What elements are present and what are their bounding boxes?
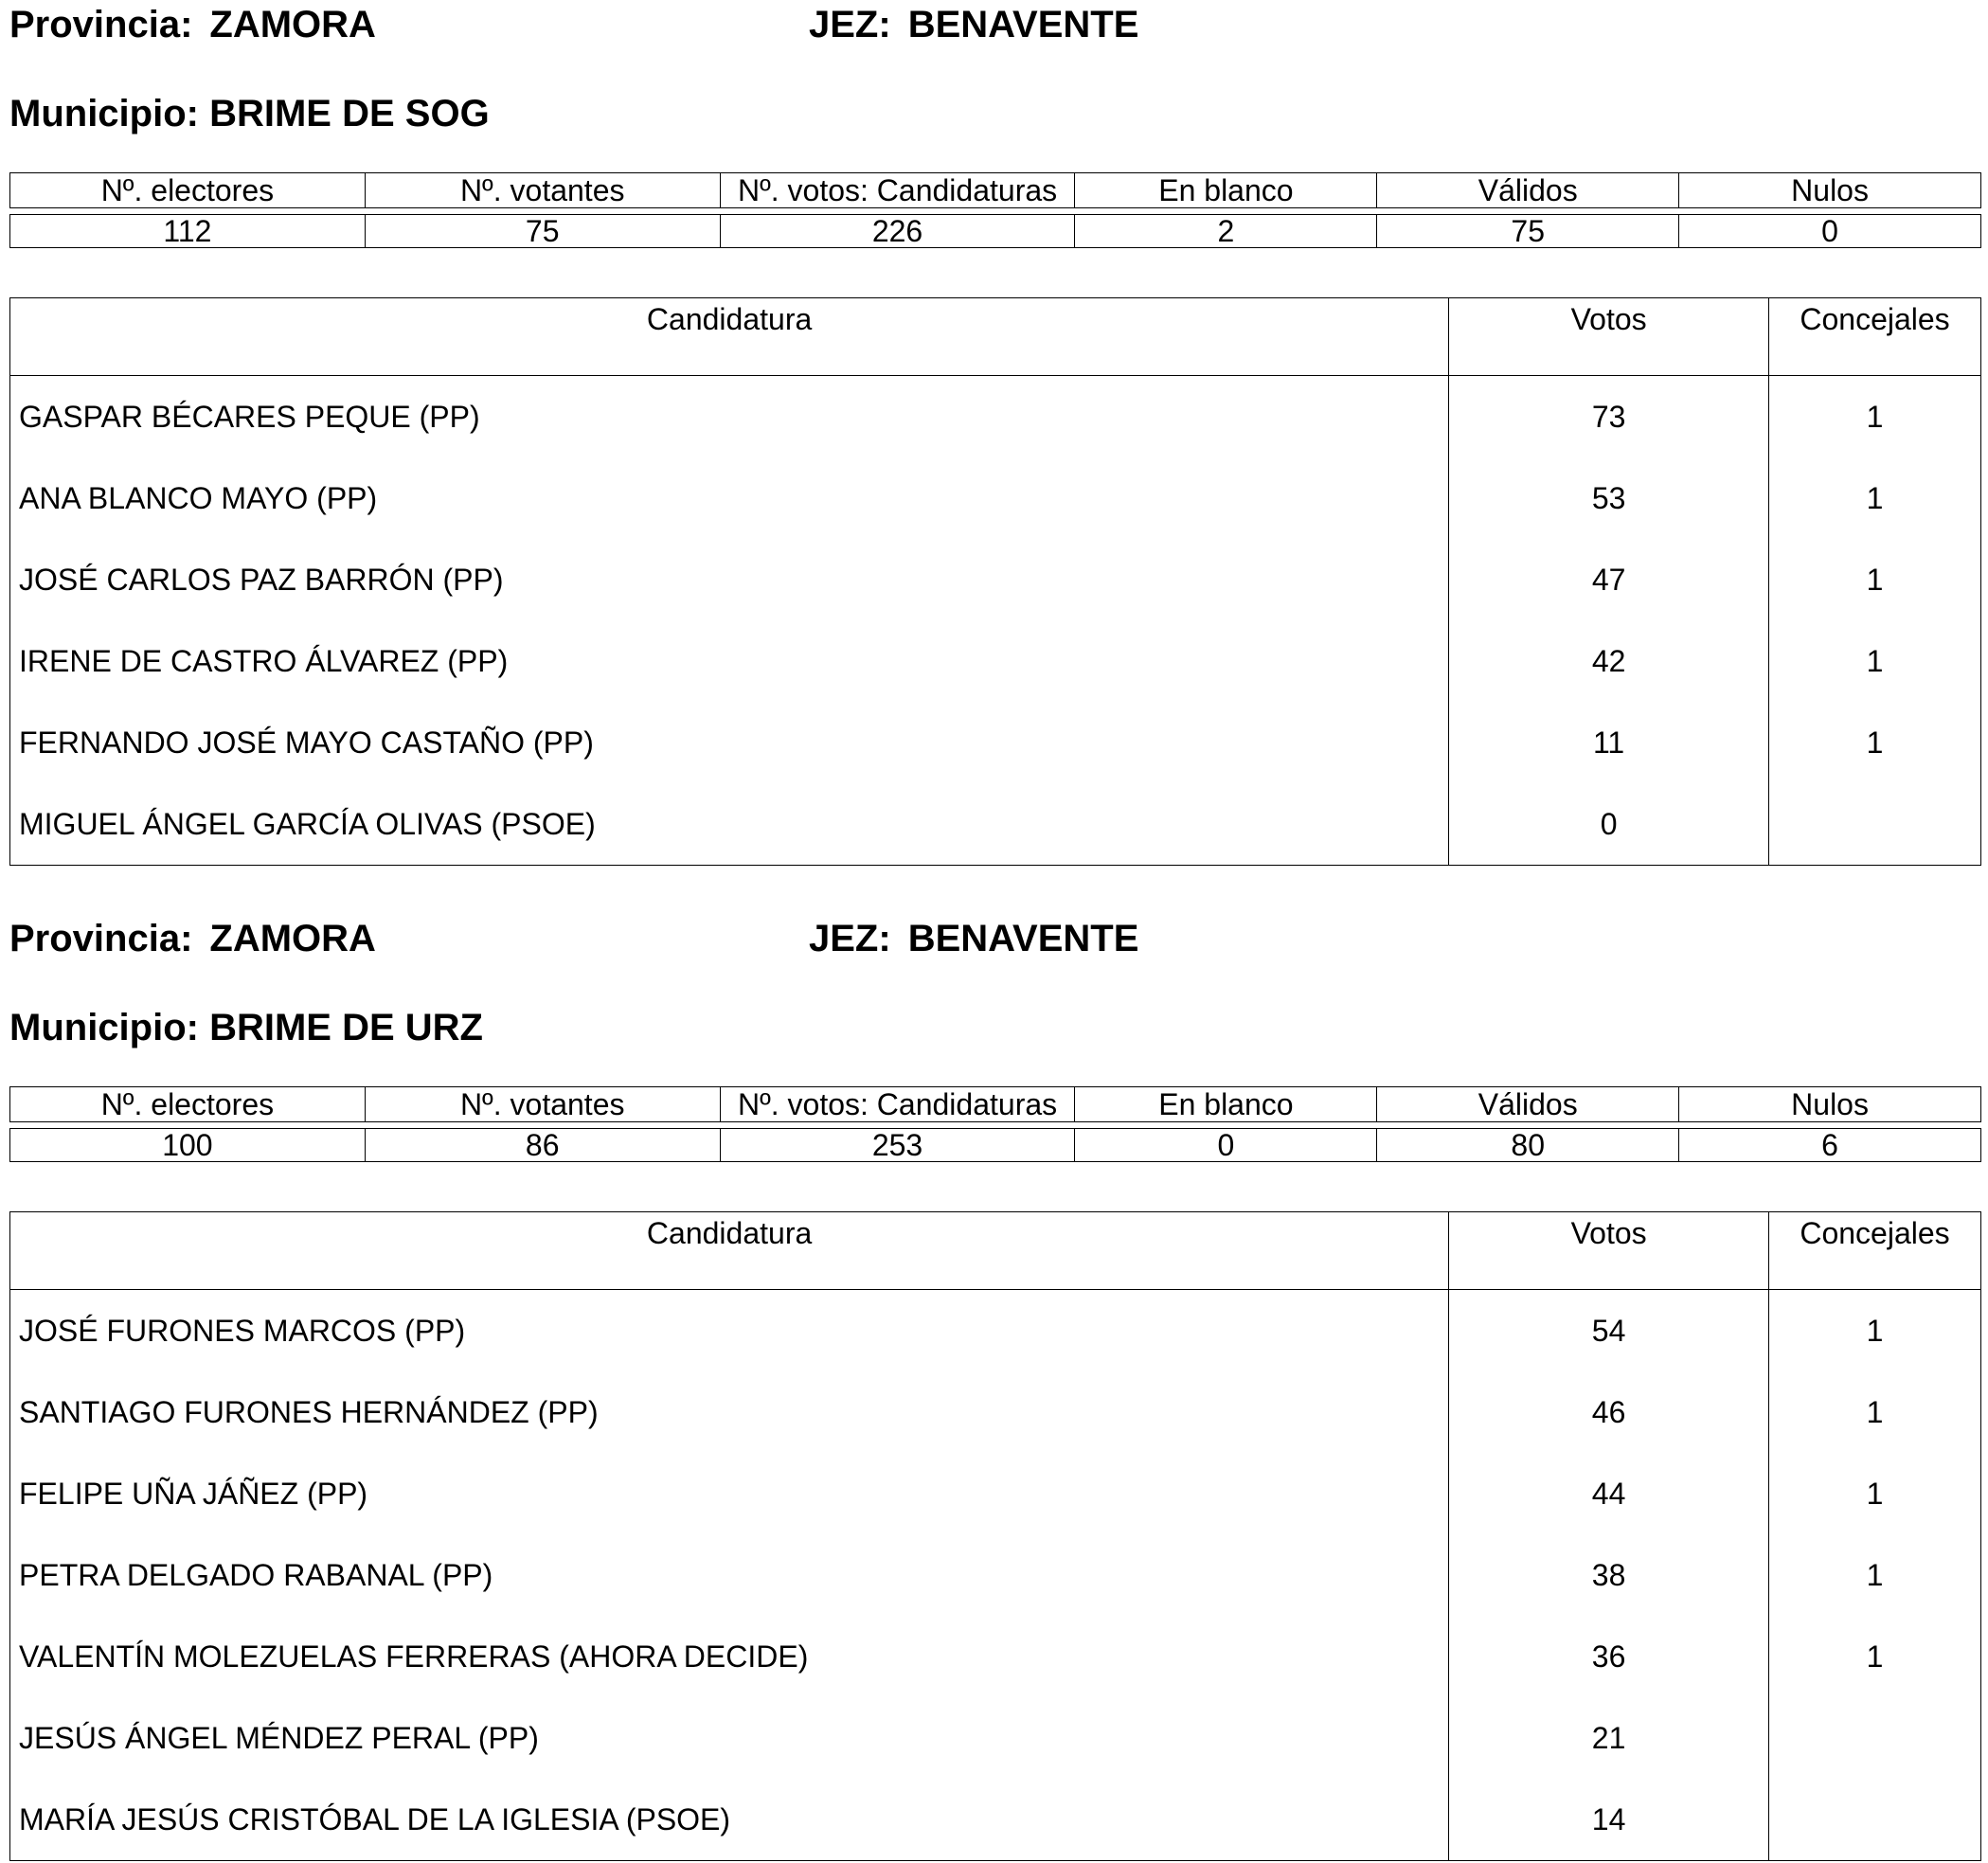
municipio-heading <box>9 95 490 133</box>
table-row <box>10 1697 1981 1779</box>
jez-heading <box>809 6 1138 44</box>
stats-value-votantes: 75 <box>365 215 720 248</box>
table-row <box>10 1453 1981 1534</box>
stats-header-row <box>10 173 1981 208</box>
candidates-table <box>9 297 1981 866</box>
stats-header-votantes: Nº. votantes <box>365 1087 720 1122</box>
stats-header-votos-candidaturas: Nº. votos: Candidaturas <box>720 1087 1075 1122</box>
candidate-name: JOSÉ CARLOS PAZ BARRÓN (PP) <box>19 562 504 597</box>
candidate-name: ANA BLANCO MAYO (PP) <box>19 480 378 515</box>
candidate-concejales: 1 <box>1769 376 1981 458</box>
votos-header: Votos <box>1449 298 1769 376</box>
stats-header-nulos: Nulos <box>1679 173 1981 208</box>
candidate-votos: 14 <box>1449 1779 1769 1861</box>
candidate-concejales: 1 <box>1769 1371 1981 1453</box>
provincia-value: ZAMORA <box>209 4 376 45</box>
table-row <box>10 376 1981 458</box>
stats-value-nulos: 0 <box>1679 215 1981 248</box>
provincia-label: Provincia: <box>9 4 193 45</box>
candidate-name: VALENTÍN MOLEZUELAS FERRERAS (AHORA DECIDE) <box>19 1639 809 1674</box>
stats-value-nulos: 6 <box>1679 1129 1981 1162</box>
table-row <box>10 1616 1981 1697</box>
municipio-value: BRIME DE URZ <box>209 1007 483 1048</box>
stats-header-votantes: Nº. votantes <box>365 173 720 208</box>
table-row <box>10 620 1981 702</box>
table-row <box>10 539 1981 620</box>
stats-values-row <box>10 215 1981 248</box>
candidate-name: MARÍA JESÚS CRISTÓBAL DE LA IGLESIA (PSOE) <box>19 1801 731 1836</box>
stats-value-votos-candidaturas: 226 <box>720 215 1075 248</box>
candidate-votos: 54 <box>1449 1290 1769 1372</box>
stats-value-en-blanco: 2 <box>1075 215 1377 248</box>
candidate-concejales: 1 <box>1769 1534 1981 1616</box>
table-row <box>10 702 1981 783</box>
candidate-votos: 53 <box>1449 457 1769 539</box>
votos-header: Votos <box>1449 1212 1769 1290</box>
candidatura-header: Candidatura <box>10 1212 1449 1290</box>
candidate-votos: 42 <box>1449 620 1769 702</box>
candidate-votos: 21 <box>1449 1697 1769 1779</box>
stats-header-validos: Válidos <box>1377 173 1679 208</box>
stats-header-en-blanco: En blanco <box>1075 173 1377 208</box>
table-row <box>10 1290 1981 1372</box>
stats-value-en-blanco: 0 <box>1075 1129 1377 1162</box>
candidate-concejales: 1 <box>1769 457 1981 539</box>
municipio-label: Municipio: <box>9 93 199 134</box>
municipio-section-2 <box>9 914 1981 1861</box>
candidate-votos: 46 <box>1449 1371 1769 1453</box>
provincia-heading <box>9 920 376 958</box>
candidate-name: FELIPE UÑA JÁÑEZ (PP) <box>19 1476 368 1511</box>
stats-header-en-blanco: En blanco <box>1075 1087 1377 1122</box>
candidate-concejales: 1 <box>1769 702 1981 783</box>
provincia-heading <box>9 6 376 44</box>
stats-value-validos: 75 <box>1377 215 1679 248</box>
candidate-name: GASPAR BÉCARES PEQUE (PP) <box>19 399 480 434</box>
candidate-name: SANTIAGO FURONES HERNÁNDEZ (PP) <box>19 1394 599 1429</box>
jez-value: BENAVENTE <box>907 918 1139 959</box>
candidate-name: MIGUEL ÁNGEL GARCÍA OLIVAS (PSOE) <box>19 806 596 841</box>
candidate-name: JESÚS ÁNGEL MÉNDEZ PERAL (PP) <box>19 1720 539 1755</box>
table-row <box>10 457 1981 539</box>
concejales-header: Concejales <box>1769 298 1981 376</box>
stats-table <box>9 172 1981 208</box>
candidates-header-row <box>10 1212 1981 1290</box>
candidate-concejales <box>1769 783 1981 866</box>
stats-table <box>9 1086 1981 1122</box>
table-row <box>10 783 1981 866</box>
stats-value-votantes: 86 <box>365 1129 720 1162</box>
stats-header-nulos: Nulos <box>1679 1087 1981 1122</box>
candidate-votos: 36 <box>1449 1616 1769 1697</box>
stats-values-table <box>9 1128 1981 1162</box>
stats-values-table <box>9 214 1981 248</box>
candidate-name: PETRA DELGADO RABANAL (PP) <box>19 1557 493 1592</box>
candidate-name: JOSÉ FURONES MARCOS (PP) <box>19 1313 466 1348</box>
candidate-votos: 0 <box>1449 783 1769 866</box>
concejales-header: Concejales <box>1769 1212 1981 1290</box>
candidates-table <box>9 1211 1981 1861</box>
candidatura-header: Candidatura <box>10 298 1449 376</box>
stats-value-votos-candidaturas: 253 <box>720 1129 1075 1162</box>
candidate-concejales <box>1769 1779 1981 1861</box>
stats-header-validos: Válidos <box>1377 1087 1679 1122</box>
jez-label: JEZ: <box>809 918 891 959</box>
provincia-value: ZAMORA <box>209 918 376 959</box>
stats-header-electores: Nº. electores <box>10 1087 366 1122</box>
candidate-votos: 47 <box>1449 539 1769 620</box>
provincia-label: Provincia: <box>9 918 193 959</box>
candidate-votos: 38 <box>1449 1534 1769 1616</box>
candidate-votos: 11 <box>1449 702 1769 783</box>
table-row <box>10 1779 1981 1861</box>
jez-heading <box>809 920 1138 958</box>
candidate-concejales: 1 <box>1769 620 1981 702</box>
candidate-concejales: 1 <box>1769 1453 1981 1534</box>
candidate-concejales: 1 <box>1769 1290 1981 1372</box>
candidate-name: FERNANDO JOSÉ MAYO CASTAÑO (PP) <box>19 725 594 760</box>
candidates-header-row <box>10 298 1981 376</box>
jez-value: BENAVENTE <box>907 4 1139 45</box>
municipio-section-1 <box>9 0 1981 862</box>
candidate-name: IRENE DE CASTRO ÁLVAREZ (PP) <box>19 643 509 678</box>
municipio-label: Municipio: <box>9 1007 199 1048</box>
stats-value-electores: 112 <box>10 215 366 248</box>
candidate-votos: 44 <box>1449 1453 1769 1534</box>
jez-label: JEZ: <box>809 4 891 45</box>
stats-value-validos: 80 <box>1377 1129 1679 1162</box>
stats-value-electores: 100 <box>10 1129 366 1162</box>
stats-header-row <box>10 1087 1981 1122</box>
candidate-concejales: 1 <box>1769 539 1981 620</box>
stats-values-row <box>10 1129 1981 1162</box>
stats-header-votos-candidaturas: Nº. votos: Candidaturas <box>720 173 1075 208</box>
candidate-concejales <box>1769 1697 1981 1779</box>
municipio-value: BRIME DE SOG <box>209 93 490 134</box>
municipio-heading <box>9 1009 483 1047</box>
stats-header-electores: Nº. electores <box>10 173 366 208</box>
candidate-votos: 73 <box>1449 376 1769 458</box>
candidate-concejales: 1 <box>1769 1616 1981 1697</box>
table-row <box>10 1534 1981 1616</box>
table-row <box>10 1371 1981 1453</box>
